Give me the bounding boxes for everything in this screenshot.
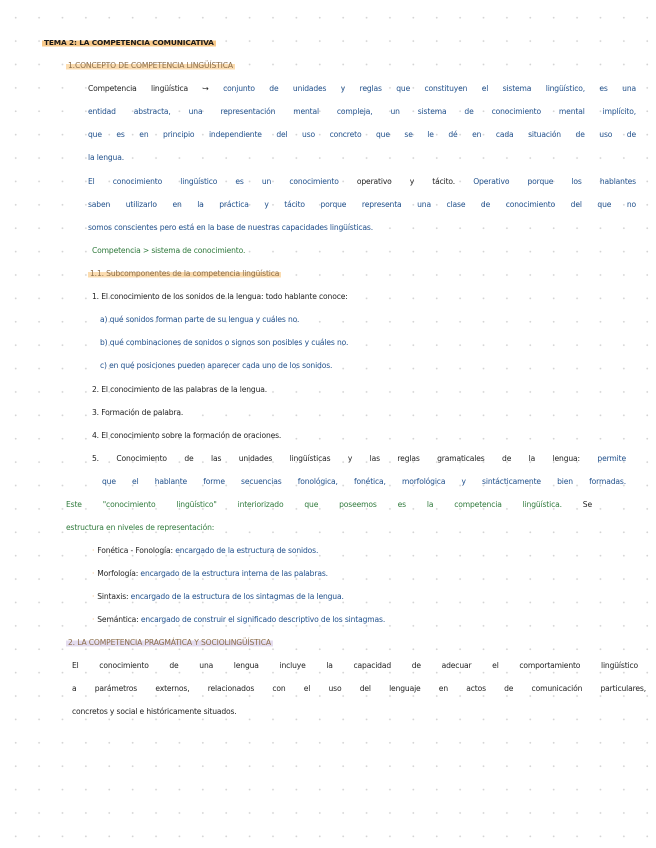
section-2-heading: 2. LA COMPETENCIA PRAGMÁTICA Y SOCIOLINGÜÍSTICA (68, 638, 271, 647)
bullet-icon: · (92, 569, 95, 578)
p4-line-3: concretos y social e históricamente situados. (72, 707, 237, 716)
bullet-icon: · (92, 615, 95, 624)
item-5-line-2: que el hablante forme secuencias fonológica, fonética, morfológica y sintácticamente bien formadas. (102, 477, 626, 486)
level-morphology: · Morfología: encargado de la estructura interna de las palabras. (92, 569, 328, 578)
item-5-line-1: 5. Conocimiento de las unidades lingüísticas y las reglas gramaticales de la lengua: permite (92, 454, 626, 463)
level-syntax: · Sintaxis: encargado de la estructura de los sintagmas de la lengua. (92, 592, 344, 601)
page-title: TEMA 2: LA COMPETENCIA COMUNICATIVA (44, 38, 214, 47)
item-3: 3. Formación de palabra. (92, 408, 184, 417)
item-4: 4. El conocimiento sobre la formación de oraciones. (92, 431, 282, 440)
section-1-heading: 1.CONCEPTO DE COMPETENCIA LINGÜÍSTICA (68, 61, 233, 70)
bullet-icon: · (92, 592, 95, 601)
item-1: 1. El conocimiento de los sonidos de la lengua: todo hablante conoce: (92, 292, 348, 301)
item-1b: b) qué combinaciones de sonidos o signos son posibles y cuáles no. (100, 338, 349, 347)
p1-line-4: la lengua. (88, 153, 124, 162)
item-2: 2. El conocimiento de las palabras de la lengua. (92, 385, 267, 394)
p2-line-1: El conocimiento lingüístico es un conocimiento operativo y tácito. Operativo porque los hablantes (88, 177, 636, 186)
item-1a: a) qué sonidos forman parte de su lengua y cuáles no. (100, 315, 300, 324)
p1-line-3: que es en principio independiente del uso concreto que se le dé en cada situación de uso de (88, 130, 636, 139)
p2-line-3: somos conscientes pero está en la base de nuestras capacidades lingüísticas. (88, 223, 373, 232)
item-1c: c) en qué posiciones pueden aparecer cada uno de los sonidos. (100, 361, 333, 370)
p1-line-2: entidad abstracta, una representación mental compleja, un sistema de conocimiento mental implícito, (88, 107, 636, 116)
p1-line-1: Competencia lingüística → conjunto de unidades y reglas que constituyen el sistema lingüístico, es una (88, 84, 636, 93)
p3-summary: Competencia > sistema de conocimiento. (92, 246, 246, 255)
section-1-1-heading: 1.1. Subcomponentes de la competencia lingüística (90, 269, 280, 278)
item-5-line-3: Este "conocimiento lingüístico" interiorizado que poseemos es la competencia lingüística. Se (66, 500, 592, 509)
p4-line-1: El conocimiento de una lengua incluye la capacidad de adecuar el comportamiento lingüístico (72, 661, 638, 670)
p2-line-2: saben utilizarlo en la práctica y tácito porque representa una clase de conocimiento del que no (88, 200, 636, 209)
p4-line-2: a parámetros externos, relacionados con el uso del lenguaje en actos de comunicación particulares, (72, 684, 646, 693)
level-semantics: · Semántica: encargado de construir el significado descriptivo de los sintagmas. (92, 615, 386, 624)
level-phonology: · Fonética - Fonología: encargado de la estructura de sonidos. (92, 546, 319, 555)
bullet-icon: · (92, 546, 95, 555)
item-5-line-4: estructura en niveles de representación: (66, 523, 215, 532)
